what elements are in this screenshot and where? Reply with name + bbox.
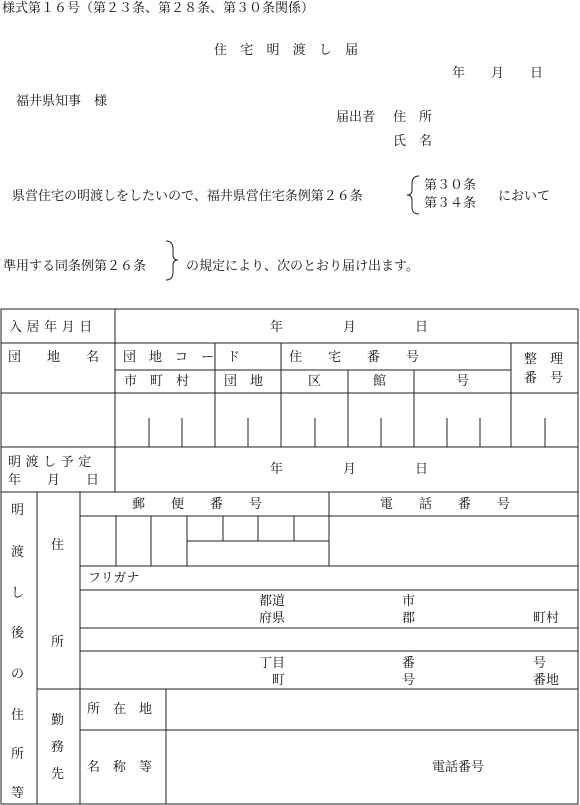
work-name-label: 名 称 等 [87, 760, 153, 775]
name-label: 氏 名 [393, 134, 433, 149]
work-vertical-char: 先 [51, 767, 65, 782]
chome-line2: 町 [272, 673, 286, 688]
go-line1: 号 [533, 656, 547, 671]
address-vertical-char: 所 [51, 635, 65, 650]
postal-label: 郵 便 番 号 [132, 497, 263, 512]
body-line2-suffix: の規定により、次のとおり届け出ます。 [186, 259, 419, 274]
city-line2: 郡 [402, 611, 416, 626]
page-title: 住 宅 明 渡 し 届 [214, 43, 363, 58]
address-vertical-char: 住 [51, 538, 65, 553]
move-in-month: 月 [343, 320, 357, 335]
brace-option-1: 第３０条 [424, 178, 477, 193]
furigana-label: フリガナ [88, 571, 140, 586]
complex-name-label: 団 地 名 [8, 350, 100, 365]
seiri-label-2: 番 号 [524, 371, 564, 386]
body-line1-suffix: において [498, 189, 551, 204]
applicant-label: 届出者 [336, 110, 376, 125]
code-sub-city: 市 町 村 [124, 374, 190, 389]
after-vacate-char: 明 [11, 503, 25, 518]
vacate-month: 月 [343, 462, 357, 477]
complex-code-label: 団 地 コ ー ド [123, 350, 241, 365]
brace-option-2: 第３４条 [424, 196, 477, 211]
work-location-label: 所 在 地 [87, 702, 153, 717]
addressee: 福井県知事 様 [16, 94, 108, 109]
after-vacate-char: の [11, 667, 25, 682]
address-label: 住 所 [393, 110, 433, 125]
housing-sub-ku: 区 [308, 374, 322, 389]
move-in-year: 年 [270, 320, 284, 335]
seiri-label-1: 整 理 [524, 352, 564, 367]
date-line: 年 月 日 [452, 66, 544, 81]
after-vacate-char: 渡 [11, 545, 25, 560]
move-in-date-label: 入居年月日 [9, 320, 97, 335]
housing-sub-go: 号 [456, 374, 470, 389]
after-vacate-char: 後 [11, 626, 25, 641]
work-phone-label: 電話番号 [432, 760, 485, 775]
housing-number-label: 住 宅 番 号 [289, 350, 420, 365]
chome-line1: 丁目 [259, 656, 286, 671]
go-line2: 番地 [533, 673, 560, 688]
body-line2-prefix: 準用する同条例第２６条 [3, 259, 147, 274]
work-vertical-char: 勤 [51, 713, 65, 728]
vacate-label-1: 明渡し予定 [8, 455, 96, 470]
housing-sub-kan: 館 [373, 374, 387, 389]
phone-label: 電 話 番 号 [380, 497, 511, 512]
vacate-label-2: 年 月 日 [8, 473, 100, 488]
after-vacate-char: 等 [11, 786, 25, 801]
form-number: 様式第１６号（第２３条、第２８条、第３０条関係） [2, 1, 315, 16]
work-vertical-char: 務 [51, 740, 65, 755]
ban-line2: 号 [402, 673, 416, 688]
vacate-year: 年 [270, 462, 284, 477]
vacate-day: 日 [415, 462, 429, 477]
after-vacate-char: 所 [11, 747, 25, 762]
brace-left [407, 176, 419, 214]
pref-line1: 都道 [259, 594, 286, 609]
pref-line2: 府県 [259, 611, 286, 626]
code-sub-danchi: 団 地 [224, 374, 264, 389]
after-vacate-char: し [11, 586, 25, 601]
brace-right [166, 241, 178, 280]
body-line1-prefix: 県営住宅の明渡しをしたいので、福井県営住宅条例第２６条 [12, 189, 363, 204]
ban-line1: 番 [402, 656, 416, 671]
after-vacate-char: 住 [11, 708, 25, 723]
move-in-day: 日 [415, 320, 429, 335]
town-label: 町村 [533, 611, 560, 626]
city-line1: 市 [402, 594, 416, 609]
